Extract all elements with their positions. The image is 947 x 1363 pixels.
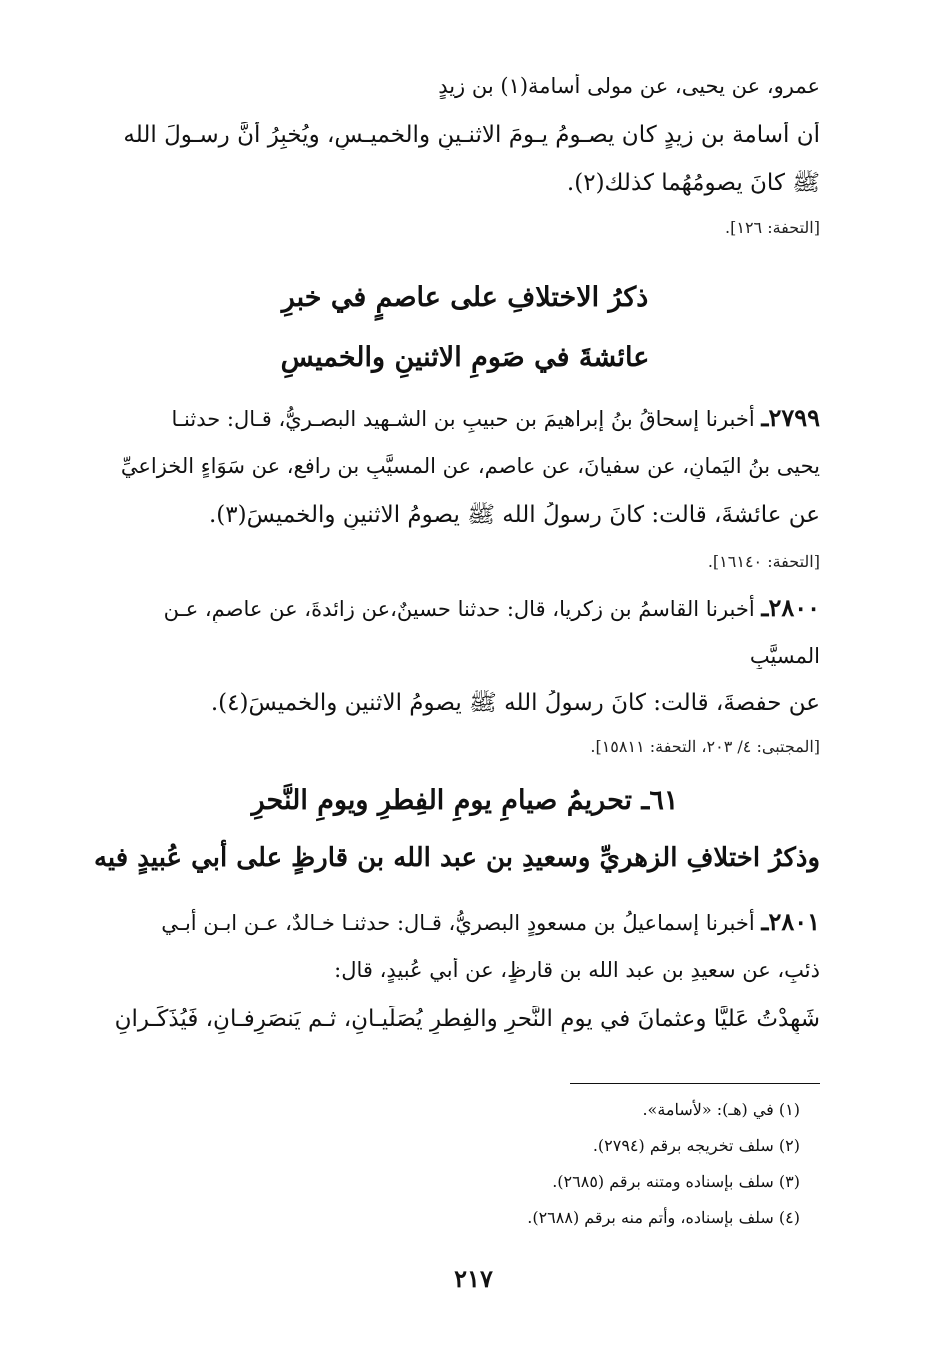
reference-citation: [التحفة: ١٢٦]. [725, 218, 820, 237]
hadith-text-line: ﷺ كانَ يصومُهُما كذلك(٢). [566, 170, 820, 196]
hadith-paragraph-first-line [110, 404, 820, 433]
section-heading: عائشةَ في صَومِ الاثنينِ والخميسِ [280, 342, 650, 373]
footnote: (١) في (هـ): «لأسامة». [642, 1100, 800, 1119]
hadith-text-line: عن عائشةَ، قالت: كانَ رسولُ الله ﷺ يصومُ الاثنينِ والخميسَ(٣). [208, 502, 820, 528]
isnad-text: أخبرنا القاسمُ بن زكريا، قال: حدثنا حسينٌ،عن زائدةَ، عن عاصمٍ، عـن [163, 597, 755, 621]
hadith-text-line: شَهِدْتُ عَليًّا وعثمانَ في يومِ النَّحرِ والفِطرِ يُصَلِّيـانِ، ثـم يَنصَرِفـانِ، فَيُذَكِّـرانِ [114, 1006, 820, 1032]
hadith-number: ٢٨٠٠ـ [761, 594, 820, 622]
reference-citation: [التحفة: ١٦١٤٠]. [707, 552, 820, 571]
text-line: ذئبٍ، عن سعيدِ بن عبد الله بن قارظٍ، عن أبي عُبيدٍ، قال: [334, 958, 820, 982]
text-line: يحيى بنُ اليَمانِ، عن سفيانَ، عن عاصمٍ، عن المسيَّبِ بن رافعٍ، عن سَوَاءٍ الخزاعيِّ [120, 454, 820, 478]
hadith-number: ٢٨٠١ـ [761, 908, 820, 936]
page-number: ٢١٧ [454, 1264, 493, 1293]
text-line: المسيَّبِ [749, 644, 820, 668]
footnote: (٢) سلف تخريجه برقم (٢٧٩٤). [592, 1136, 800, 1155]
footnote: (٣) سلف بإسناده ومتنه برقم (٢٦٨٥). [552, 1172, 800, 1191]
hadith-paragraph-first-line [110, 908, 820, 937]
chapter-subheading: وذكرُ اختلافِ الزهريِّ وسعيدِ بن عبد الله بن قارظٍ على أبي عُبيدٍ فيه [93, 843, 820, 873]
hadith-text-line: عن حفصةَ، قالت: كانَ رسولُ الله ﷺ يصومُ الاثنين والخميسَ(٤). [210, 690, 820, 716]
isnad-text: أخبرنا إسحاقُ بنُ إبراهيمَ بن حبيبِ بن الشـهيد البصـريُّ، قـال: حدثنـا [171, 407, 755, 431]
reference-citation: [المجتبى: ٤/ ٢٠٣، التحفة: ١٥٨١١]. [590, 737, 820, 756]
section-heading: ذكرُ الاختلافِ على عاصمٍ في خبرِ [281, 282, 649, 313]
isnad-text: أخبرنا إسماعيلُ بن مسعودٍ البصريُّ، قـال: حدثنـا خـالدٌ، عـن ابـن أبـي [161, 911, 755, 935]
hadith-paragraph-first-line [110, 594, 820, 623]
chapter-heading: ٦١ـ تحريمُ صيامِ يومِ الفِطرِ ويومِ النَّحرِ [251, 785, 679, 816]
hadith-number: ٢٧٩٩ـ [761, 404, 820, 432]
hadith-text-line: أن أُسامة بن زيدٍ كان يصـومُ يـومَ الاثنـينِ والخميـسِ، ويُخبِرُ أنَّ رسـولَ الله [123, 122, 820, 148]
text-line: عمرو، عن يحيى، عن مولى أسامة(١) بن زيدٍ [438, 74, 820, 98]
footnote-separator [570, 1083, 820, 1084]
footnote: (٤) سلف بإسناده، وأتم منه برقم (٢٦٨٨). [527, 1208, 800, 1227]
